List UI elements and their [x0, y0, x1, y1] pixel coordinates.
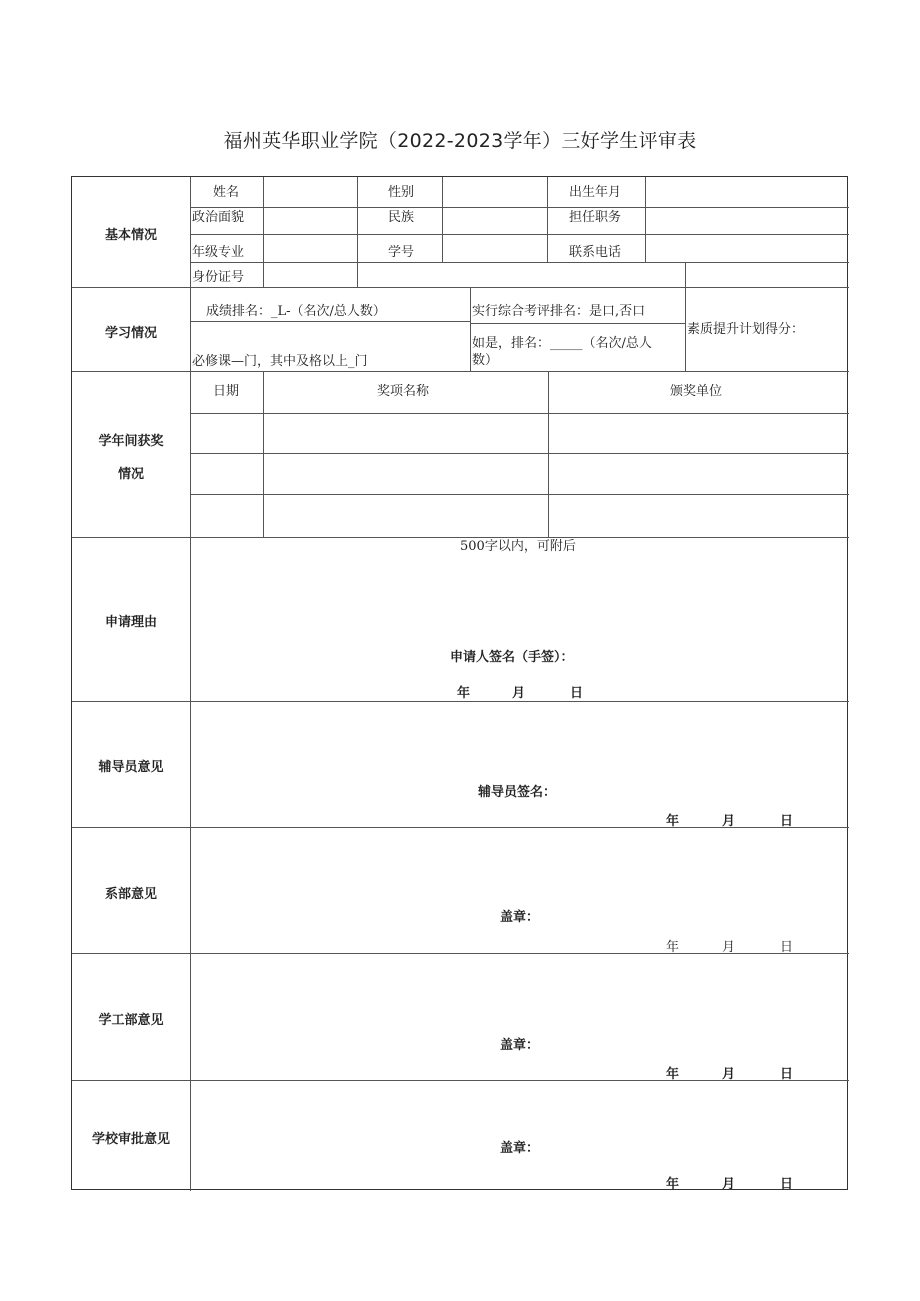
score-rank-text: 成绩排名：_L-（名次/总人数）	[206, 304, 386, 319]
divider	[548, 371, 549, 537]
quality-score-text: 素质提升计划得分：	[687, 322, 805, 337]
counselor-date-month: 月	[722, 814, 736, 829]
label-phone: 联系电话	[569, 245, 622, 260]
applicant-signature-label: 申请人签名（手签）：	[450, 650, 574, 665]
school-date-day: 日	[780, 1177, 794, 1192]
section-school-approval: 学校审批意见	[91, 1132, 170, 1147]
section-department-opinion: 系部意见	[104, 887, 157, 902]
divider	[470, 323, 685, 324]
label-ethnicity: 民族	[388, 210, 415, 225]
reason-date-year: 年	[457, 686, 471, 701]
divider	[190, 453, 849, 454]
if-yes-rank-text: 如是，排名：_____（名次/总人	[472, 336, 652, 351]
section-application-reason: 申请理由	[104, 615, 157, 630]
divider	[190, 413, 849, 414]
reason-date-day: 日	[570, 686, 584, 701]
divider	[190, 494, 849, 495]
label-political-status: 政治面貌	[192, 210, 245, 225]
student-affairs-date-month: 月	[722, 1067, 736, 1082]
comprehensive-rank-text: 实行综合考评排名：是口,否口	[472, 304, 646, 319]
divider	[190, 177, 191, 1191]
divider	[685, 262, 686, 287]
counselor-signature-label: 辅导员签名：	[478, 785, 557, 800]
divider	[72, 371, 849, 372]
divider	[72, 537, 849, 538]
label-id-card: 身份证号	[192, 270, 245, 285]
label-birth-date: 出生年月	[569, 185, 622, 200]
department-date-month: 月	[722, 940, 736, 955]
student-affairs-date-year: 年	[666, 1067, 680, 1082]
school-date-month: 月	[722, 1177, 736, 1192]
divider	[190, 262, 849, 263]
section-counselor-opinion: 辅导员意见	[98, 760, 164, 775]
divider	[72, 287, 849, 288]
divider	[190, 207, 849, 208]
label-grade-major: 年级专业	[192, 245, 245, 260]
section-student-affairs-opinion: 学工部意见	[98, 1013, 164, 1028]
form-title: 福州英华职业学院（2022-2023学年）三好学生评审表	[223, 130, 697, 152]
reason-date-month: 月	[512, 686, 526, 701]
divider	[470, 287, 471, 371]
department-date-day: 日	[780, 940, 794, 955]
required-courses-text: 必修课—门，其中及格以上_门	[192, 354, 368, 369]
student-affairs-stamp-label: 盖章：	[500, 1038, 540, 1053]
awards-col-date: 日期	[213, 384, 240, 399]
divider	[190, 321, 470, 322]
label-position: 担任职务	[569, 210, 622, 225]
label-student-number: 学号	[388, 245, 415, 260]
awards-col-issuer: 颁奖单位	[670, 384, 723, 399]
department-stamp-label: 盖章：	[500, 910, 540, 925]
divider	[645, 177, 646, 262]
label-gender: 性别	[388, 185, 415, 200]
counselor-date-day: 日	[780, 814, 794, 829]
label-name: 姓名	[213, 185, 240, 200]
appraisal-form-table	[71, 176, 848, 1190]
divider	[263, 371, 264, 537]
divider	[685, 287, 686, 371]
divider	[190, 234, 849, 235]
department-date-year: 年	[666, 940, 680, 955]
awards-col-award-name: 奖项名称	[377, 384, 430, 399]
school-date-year: 年	[666, 1177, 680, 1192]
section-basic-info: 基本情况	[104, 228, 157, 243]
divider	[72, 701, 849, 702]
if-yes-rank-text-line2: 数）	[472, 353, 499, 368]
school-stamp-label: 盖章：	[500, 1141, 540, 1156]
divider	[263, 177, 264, 287]
section-awards-line2: 情况	[117, 467, 144, 482]
divider	[357, 177, 358, 287]
student-affairs-date-day: 日	[780, 1067, 794, 1082]
section-awards: 学年间获奖	[98, 434, 164, 449]
divider	[442, 177, 443, 262]
reason-note: 500字以内，可附后	[460, 539, 576, 554]
section-study-info: 学习情况	[104, 326, 157, 341]
divider	[547, 177, 548, 262]
counselor-date-year: 年	[666, 814, 680, 829]
